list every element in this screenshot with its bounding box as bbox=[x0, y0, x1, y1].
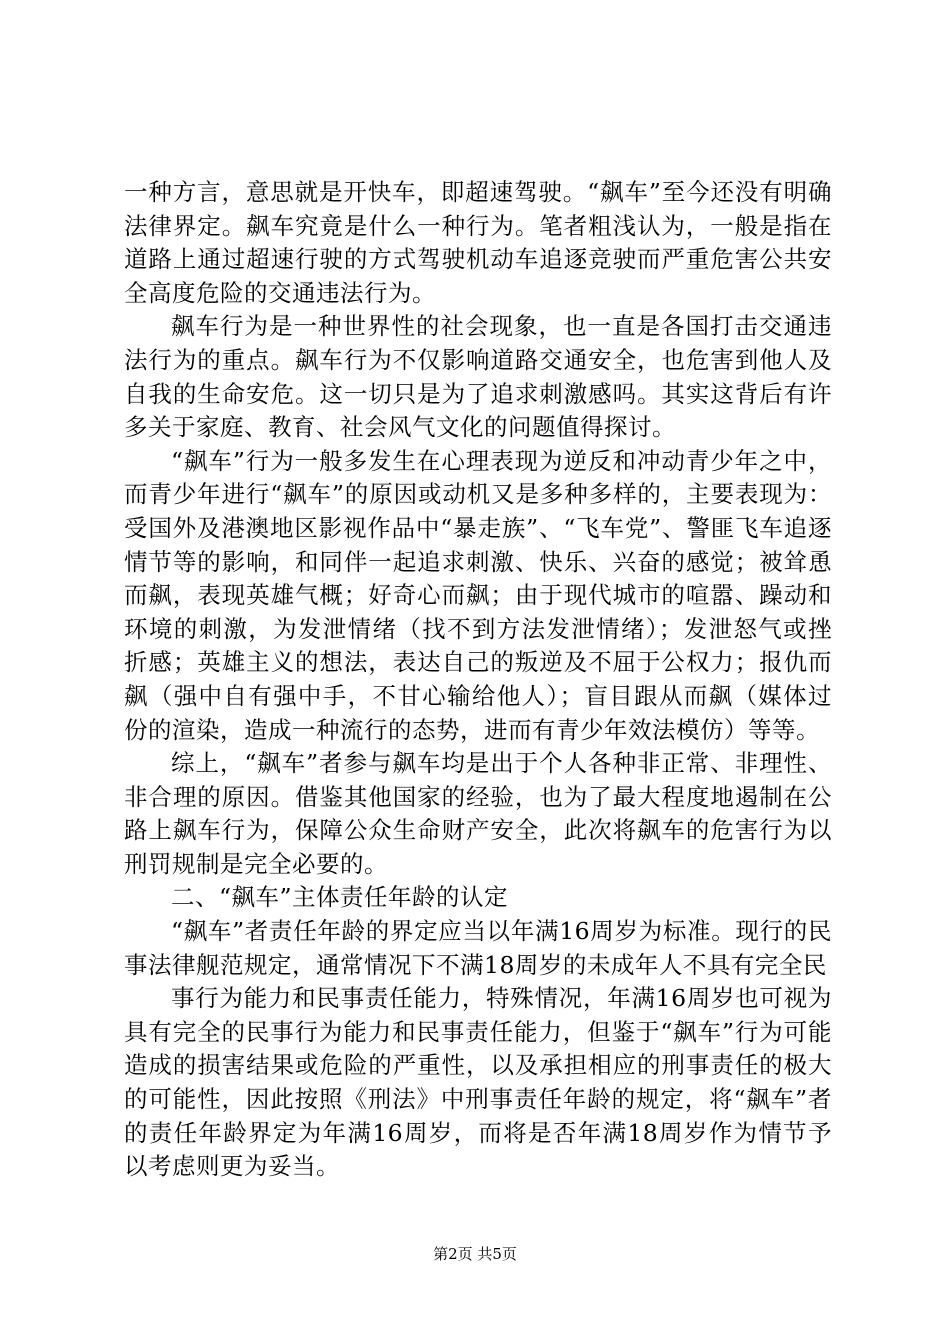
document-body bbox=[124, 176, 832, 1184]
section-heading-responsibility-age: 二、“飙车”主体责任年龄的认定 bbox=[171, 883, 509, 912]
paragraph-definition: 一种方言，意思就是开快车，即超速驾驶。“飙车”至今还没有明确法律界定。飙车究竟是什么一种行为。笔者粗浅认为，一般是指在道路上通过超速行驶的方式驾驶机动车追逐竞驶而严重危害公共安全高度危险的交通违法行为。 bbox=[124, 178, 832, 307]
page-number-footer: 第2页 共5页 bbox=[433, 1245, 517, 1263]
paragraph-motives: “飙车”行为一般多发生在心理表现为逆反和冲动青少年之中，而青少年进行“飙车”的原因或动机又是多种多样的，主要表现为：受国外及港澳地区影视作品中“暴走族”、“飞车党”、警匪飞车追逐情节等的影响，和同伴一起追求刺激、快乐、兴奋的感觉；被耸恿而飙，表现英雄气概；好奇心而飙；由于现代城市的喧嚣、躁动和环境的刺激，为发泄情绪（找不到方法发泄情绪）；发泄怒气或挫折感；英雄主义的想法，表达自己的叛逆及不屈于公权力；报仇而飙（强中自有强中手，不甘心输给他人）；盲目跟从而飙（媒体过份的渲染，造成一种流行的态势，进而有青少年效法模仿）等等。 bbox=[124, 446, 832, 744]
paragraph-age-standard: “飙车”者责任年龄的界定应当以年满16周岁为标准。现行的民事法律舰范规定，通常情况下不满18周岁的未成年人不具有完全民 bbox=[124, 917, 832, 979]
paragraph-summary: 综上，“飙车”者参与飙车均是出于个人各种非正常、非理性、非合理的原因。借鉴其他国家的经验，也为了最大程度地遏制在公路上飙车行为，保障公众生命财产安全，此次将飙车的危害行为以刑罚规制是完全必要的。 bbox=[124, 749, 832, 878]
paragraph-civil-capacity: 事行为能力和民事责任能力，特殊情况，年满16周岁也可视为具有完全的民事行为能力和民事责任能力，但鉴于“飙车”行为可能造成的损害结果或危险的严重性，以及承担相应的刑事责任的极大的可能性，因此按照《刑法》中刑事责任年龄的规定，将“飙车”者的责任年龄界定为年满16周岁，而将是否年满18周岁作为情节予以考虑则更为妥当。 bbox=[124, 984, 832, 1181]
paragraph-social-phenomenon: 飙车行为是一种世界性的社会现象，也一直是各国打击交通违法行为的重点。飙车行为不仅影响道路交通安全，也危害到他人及自我的生命安危。这一切只是为了追求刺激感吗。其实这背后有许多关于家庭、教育、社会风气文化的问题值得探讨。 bbox=[124, 312, 832, 442]
